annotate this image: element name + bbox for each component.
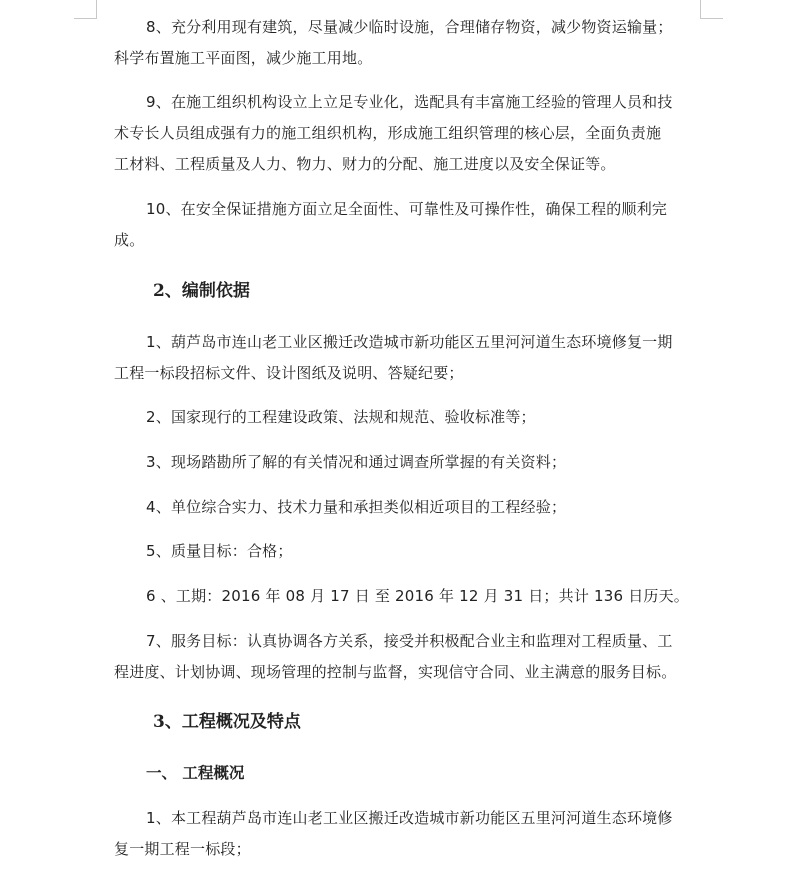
page-corner-mark-left xyxy=(74,0,97,19)
basis-item-1-line-2: 工程一标段招标文件、设计图纸及说明、答疑纪要； xyxy=(114,364,464,382)
section-heading-2: 2、编制依据 xyxy=(153,281,250,301)
page-corner-mark-right xyxy=(700,0,723,19)
paragraph-9-line-2: 术专长人员组成强有力的施工组织机构，形成施工组织管理的核心层，全面负责施 xyxy=(114,124,662,142)
overview-item-1-line-2: 复一期工程一标段； xyxy=(114,840,251,858)
subsection-heading-overview: 一、 工程概况 xyxy=(146,763,245,782)
basis-item-2: 2、国家现行的工程建设政策、法规和规范、验收标准等； xyxy=(146,408,536,426)
basis-item-7-line-1: 7、服务目标：认真协调各方关系，接受并积极配合业主和监理对工程质量、工 xyxy=(146,632,673,650)
paragraph-8-line-2: 科学布置施工平面图，减少施工用地。 xyxy=(114,49,373,67)
paragraph-9-line-1: 9、在施工组织机构设立上立足专业化，选配具有丰富施工经验的管理人员和技 xyxy=(146,93,673,111)
basis-item-4: 4、单位综合实力、技术力量和承担类似相近项目的工程经验； xyxy=(146,498,567,516)
basis-item-5: 5、质量目标：合格； xyxy=(146,542,293,560)
paragraph-8-line-1: 8、充分利用现有建筑，尽量减少临时设施，合理储存物资，减少物资运输量； xyxy=(146,18,673,36)
paragraph-9-line-3: 工材料、工程质量及人力、物力、财力的分配、施工进度以及安全保证等。 xyxy=(114,155,616,173)
basis-item-1-line-1: 1、葫芦岛市连山老工业区搬迁改造城市新功能区五里河河道生态环境修复一期 xyxy=(146,333,673,351)
paragraph-10-line-2: 成。 xyxy=(114,231,145,249)
section-heading-3: 3、工程概况及特点 xyxy=(153,712,301,732)
paragraph-10-line-1: 10、在安全保证措施方面立足全面性、可靠性及可操作性，确保工程的顺利完 xyxy=(146,200,668,218)
overview-item-1-line-1: 1、本工程葫芦岛市连山老工业区搬迁改造城市新功能区五里河河道生态环境修 xyxy=(146,809,673,827)
basis-item-6: 6 、工期：2016 年 08 月 17 日 至 2016 年 12 月 31 日；共计 136 日历天。 xyxy=(146,587,689,605)
basis-item-3: 3、现场踏勘所了解的有关情况和通过调查所掌握的有关资料； xyxy=(146,453,567,471)
basis-item-7-line-2: 程进度、计划协调、现场管理的控制与监督，实现信守合同、业主满意的服务目标。 xyxy=(114,663,677,681)
